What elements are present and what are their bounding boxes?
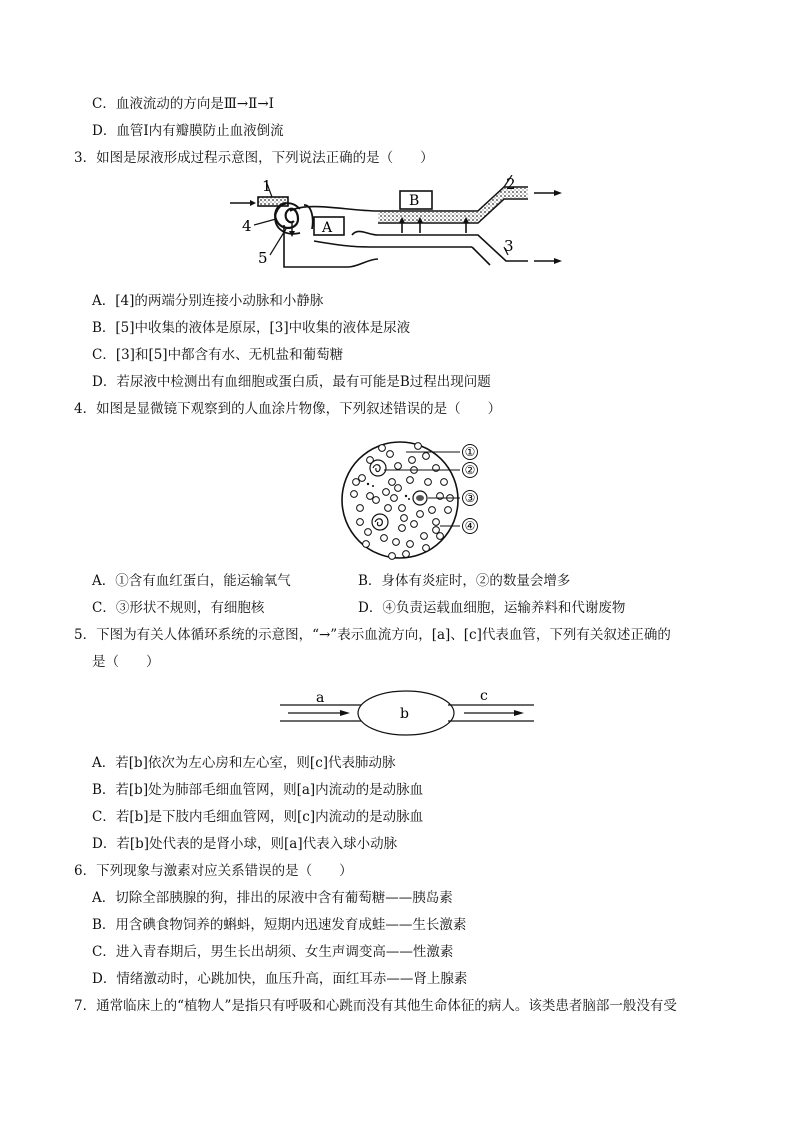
- red-blood-cell: [407, 541, 414, 548]
- red-blood-cell: [399, 505, 406, 512]
- q5-label-b: b: [400, 706, 409, 722]
- red-blood-cell: [389, 479, 396, 486]
- q3-label-3: 3: [504, 237, 514, 255]
- q3-label-4: 4: [242, 217, 252, 235]
- red-blood-cell: [391, 495, 398, 502]
- q3-option-d: D．若尿液中检测出有血细胞或蛋白质，最有可能是B过程出现问题: [92, 374, 491, 390]
- red-blood-cell: [353, 479, 360, 486]
- q5-option-d: D．若[b]处代表的是肾小球，则[a]代表入球小动脉: [92, 836, 398, 852]
- red-blood-cell: [403, 551, 410, 558]
- red-blood-cell: [381, 535, 388, 542]
- q3-urine-formation-diagram: [228, 175, 568, 273]
- red-blood-cell: [383, 489, 390, 496]
- q3-stem: 3．如图是尿液形成过程示意图，下列说法正确的是（ ）: [74, 150, 434, 166]
- q4-marker-3: ③: [464, 491, 476, 505]
- q5-option-b: B．若[b]处为肺部毛细血管网，则[a]内流动的是动脉血: [92, 782, 424, 798]
- q6-option-a: A．切除全部胰腺的狗，排出的尿液中含有葡萄糖——胰岛素: [92, 890, 453, 906]
- q6-option-d: D．情绪激动时，心跳加快，血压升高，面红耳赤——肾上腺素: [92, 971, 468, 987]
- red-blood-cell: [357, 505, 364, 512]
- red-blood-cell: [365, 529, 372, 536]
- q5-stem: 5．下图为有关人体循环系统的示意图，“→”表示血流方向，[a]、[c]代表血管，下列有关叙述正确的: [74, 627, 671, 643]
- q5-stem-cont: 是（ ）: [92, 654, 160, 670]
- q4-option-c: C．③形状不规则，有细胞核: [92, 600, 265, 616]
- red-blood-cell: [395, 485, 402, 492]
- q5-circulation-diagram: [278, 688, 538, 738]
- red-blood-cell: [411, 521, 418, 528]
- q6-option-c: C．进入青春期后，男生长出胡须、女生声调变高——性激素: [92, 944, 454, 960]
- red-blood-cell: [421, 533, 428, 540]
- red-blood-cell: [409, 457, 416, 464]
- q3-label-2: 2: [506, 175, 516, 193]
- q4-marker-2: ②: [464, 463, 476, 477]
- q2-option-d: D．血管Ⅰ内有瓣膜防止血液倒流: [92, 123, 284, 139]
- q4-option-b: B．身体有炎症时，②的数量会增多: [358, 573, 571, 589]
- q3-label-b: B: [409, 193, 420, 209]
- red-blood-cell: [415, 443, 422, 450]
- red-blood-cell: [359, 475, 366, 482]
- q5-option-a: A．若[b]依次为左心房和左心室，则[c]代表肺动脉: [92, 755, 396, 771]
- red-blood-cell: [385, 505, 392, 512]
- q4-marker-4: ④: [464, 519, 476, 533]
- red-blood-cell: [425, 479, 432, 486]
- red-blood-cell: [373, 497, 380, 504]
- red-blood-cell: [389, 553, 396, 560]
- red-blood-cell: [429, 507, 436, 514]
- q4-marker-1: ①: [464, 445, 476, 459]
- red-blood-cell: [395, 463, 402, 470]
- q5-label-c: c: [480, 688, 488, 704]
- q3-label-a: A: [322, 220, 333, 236]
- red-blood-cell: [367, 493, 374, 500]
- red-blood-cell: [399, 525, 406, 532]
- red-blood-cell: [441, 479, 448, 486]
- red-blood-cell: [387, 451, 394, 458]
- red-blood-cell: [437, 533, 444, 540]
- red-blood-cell: [351, 491, 358, 498]
- red-blood-cell: [433, 527, 440, 534]
- q4-option-d: D．④负责运载血细胞，运输养料和代谢废物: [358, 600, 626, 616]
- q6-stem: 6．下列现象与激素对应关系错误的是（ ）: [74, 863, 353, 879]
- red-blood-cell: [407, 477, 414, 484]
- q3-label-5: 5: [258, 249, 268, 267]
- red-blood-cell: [401, 515, 408, 522]
- q4-option-a: A．①含有血红蛋白，能运输氧气: [92, 573, 291, 589]
- q3-option-b: B．[5]中收集的液体是原尿，[3]中收集的液体是尿液: [92, 320, 411, 336]
- q2-option-c: C．血液流动的方向是Ⅲ→Ⅱ→Ⅰ: [92, 96, 274, 112]
- red-blood-cell: [433, 519, 440, 526]
- q3-label-1: 1: [262, 177, 272, 195]
- red-blood-cell: [417, 511, 424, 518]
- q6-option-b: B．用含碘食物饲养的蝌蚪，短期内迅速发育成蛙——生长激素: [92, 917, 467, 933]
- q7-stem: 7．通常临床上的“植物人”是指只有呼吸和心跳而没有其他生命体征的病人。该类患者脑部一般没有受: [74, 998, 677, 1014]
- q3-option-a: A．[4]的两端分别连接小动脉和小静脉: [92, 293, 324, 309]
- q3-option-c: C．[3]和[5]中都含有水、无机盐和葡萄糖: [92, 347, 344, 363]
- q4-stem: 4．如图是显微镜下观察到的人血涂片物像，下列叙述错误的是（ ）: [74, 401, 502, 417]
- red-blood-cell: [357, 519, 364, 526]
- q4-blood-smear-diagram: [340, 438, 488, 562]
- red-blood-cell: [379, 445, 386, 452]
- red-blood-cell: [423, 545, 430, 552]
- q5-option-c: C．若[b]是下肢内毛细血管网，则[c]内流动的是动脉血: [92, 809, 424, 825]
- red-blood-cell: [393, 539, 400, 546]
- red-blood-cell: [363, 541, 370, 548]
- red-blood-cell: [445, 507, 452, 514]
- red-blood-cell: [423, 453, 430, 460]
- q5-label-a: a: [316, 690, 325, 706]
